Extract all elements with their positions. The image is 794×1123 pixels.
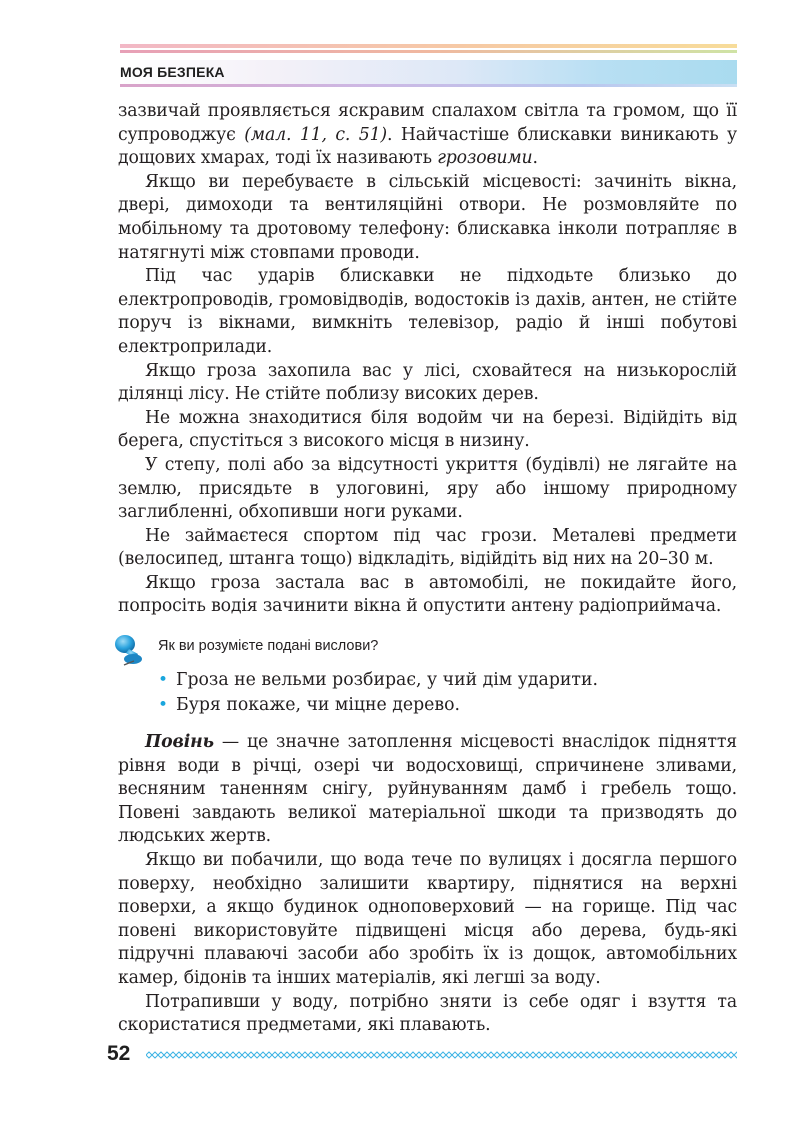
bullet-icon: • [158,670,169,690]
paragraph-forest: Якщо гроза захопила вас у лісі, сховайтеся на низькорослій ділянці лісу. Не стійте поблизу високих дерев. [118,360,737,405]
saying-text: Буря покаже, чи міцне дерево. [176,695,461,715]
paragraph-sport: Не займаєтеся спортом під час грози. Металеві предмети (велосипед, штанга тощо) відкладіть, відійдіть від них на 20–30 м. [118,525,737,570]
term-thunderclouds: грозовими [437,148,533,169]
paragraph-water: Не можна знаходитися біля водойм чи на березі. Відійдіть від берега, спустіться з високого місця в низину. [118,407,737,452]
header-decorative-bars [120,44,737,55]
text-segment: . [532,148,538,169]
list-item [155,693,598,718]
paragraph-flood-definition [118,731,737,849]
section-title: МОЯ БЕЗПЕКА [120,64,225,80]
paragraph-car: Якщо гроза застала вас в автомобілі, не покидайте його, попросіть водія зачинити вікна й опустити антену радіоприймача. [118,572,737,617]
main-text-flood [118,731,737,1038]
header-bar-second [120,50,737,53]
bullet-icon: • [158,695,169,715]
header-underline [120,84,737,87]
figure-reference: (мал. 11, с. 51) [244,124,388,145]
header-bar-top [120,44,737,48]
text-segment: — це значне затоплення місцевості внаслідок підняття рівня води в річці, озері чи водосховищі, спричинене зливами, весняним таненням снігу, руйнуванням дамб і гребель тощо. Повені завдають великої матеріальної шкоди та призводять до людських жертв. [118,732,737,847]
paragraph-lightning-intro [118,100,737,171]
paragraph-electrical: Під час ударів блискавки не підходьте близько до електропроводів, громовідводів, водостоків із дахів, антен, не стійте поруч із вікнами, вимкніть телевізор, радіо й інші побутові електроприлади. [118,266,737,357]
term-flood: Повінь [145,732,214,752]
text-segment: . Найчастіше блискавки виникають у дощових хмарах, тоді їх називають [118,124,737,169]
paragraph-steppe: У степу, полі або за відсутності укриття (будівлі) не лягайте на землю, присядьте в улоговині, яру або іншому природному заглибленні, обхопивши ноги руками. [118,454,737,523]
saying-text: Гроза не вельми розбирає, у чий дім ударити. [176,670,598,690]
footer-zigzag-line [146,1050,737,1060]
question-prompt: Як ви розумієте подані вислови? [158,638,379,654]
text-segment: зазвичай проявляється яскравим спалахом світла та громом, що її супроводжує [118,101,737,145]
list-item [155,668,598,693]
paragraph-countryside: Якщо ви перебуваєте в сільській місцевості: зачиніть вікна, двері, димоходи та вентиляційні отвори. Не розмовляйте по мобільному та дротовому телефону: блискавка інколи потрапляє в натягнуті між стовпами проводи. [118,171,737,263]
main-text-top [118,100,737,619]
sayings-list [155,668,598,718]
page-number: 52 [107,1042,131,1065]
paragraph-flood-actions: Якщо ви побачили, що вода тече по вулицях і досягла першого поверху, необхідно залишити квартиру, піднятися на верхні поверхи, а якщо будинок одноповерховий — на горище. Під час повені використовуйте підвищені місця або дерева, будь-які підручні плаваючі засоби або зробіть їх із дощок, автомобільних камер, бідонів та інших матеріалів, які легші за воду. [118,849,737,988]
pushpin-icon [112,632,144,666]
paragraph-flood-water: Потрапивши у воду, потрібно зняти із себе одяг і взуття та скористатися предметами, які плавають. [118,991,737,1036]
